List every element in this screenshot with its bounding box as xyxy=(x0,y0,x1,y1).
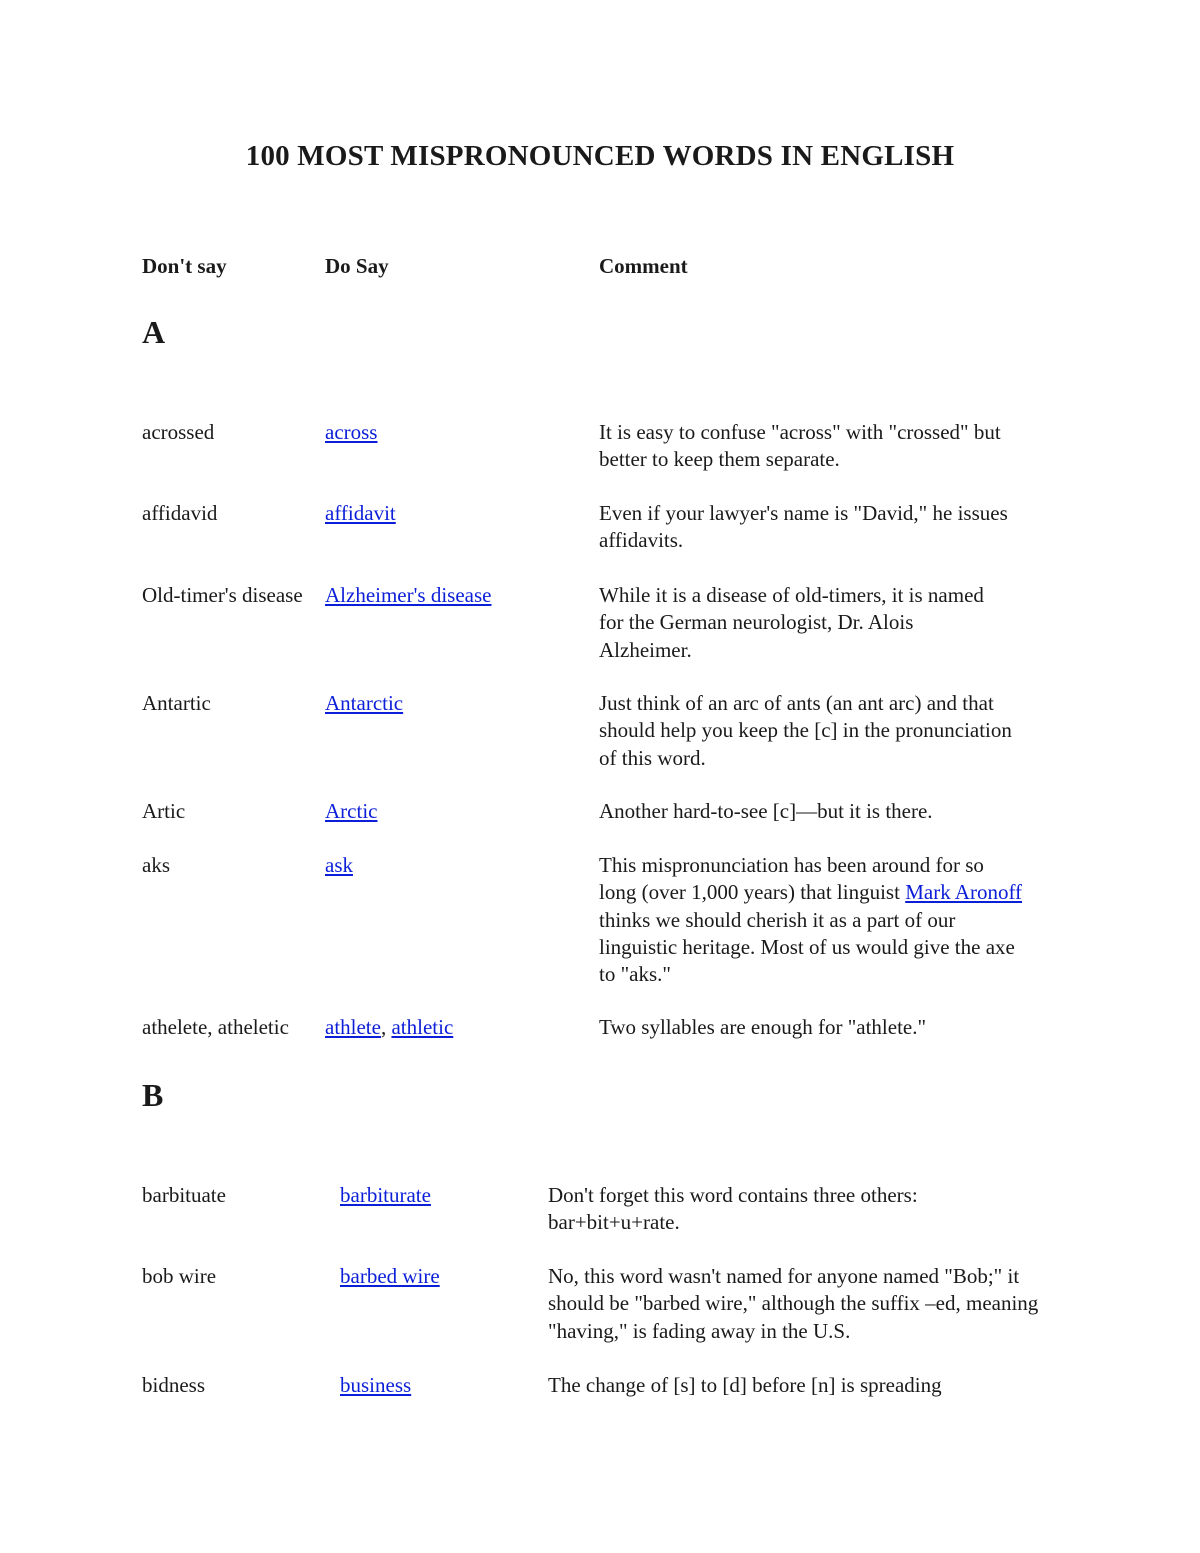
header-dont-say: Don't say xyxy=(142,254,227,278)
dont-say-cell: affidavid xyxy=(142,501,218,525)
section-letter-a: A xyxy=(142,314,166,350)
do-say-cell xyxy=(325,1014,453,1041)
comment-cell: Even if your lawyer's name is "David," he issues affidavits. xyxy=(599,501,1008,553)
dont-say-cell: Antartic xyxy=(142,691,211,715)
dont-say-cell: acrossed xyxy=(142,420,215,444)
dont-say-cell: bidness xyxy=(142,1373,205,1397)
do-say-link-business[interactable]: business xyxy=(340,1373,412,1397)
dont-say-cell: bob wire xyxy=(142,1264,217,1288)
comment-cell: The change of [s] to [d] before [n] is spreading xyxy=(548,1373,942,1397)
comment-cell: Two syllables are enough for "athlete." xyxy=(599,1015,927,1039)
comment-text: This mispronunciation has been around for so long (over 1,000 years) that linguist xyxy=(599,853,984,905)
dont-say-cell: Old-timer's disease xyxy=(142,583,303,607)
dont-say-cell: barbituate xyxy=(142,1183,226,1207)
do-say-link-barbed-wire[interactable]: barbed wire xyxy=(340,1264,440,1288)
do-say-link-alzheimers-disease[interactable]: Alzheimer's disease xyxy=(325,583,492,607)
dont-say-cell: Artic xyxy=(142,799,186,823)
comment-cell: While it is a disease of old-timers, it is named for the German neurologist, Dr. Alois Alzheimer. xyxy=(599,583,984,662)
comment-cell: Another hard-to-see [c]—but it is there. xyxy=(599,799,933,823)
mark-aronoff-link[interactable]: Mark Aronoff xyxy=(905,880,1023,905)
comment-cell: No, this word wasn't named for anyone named "Bob;" it should be "barbed wire," although the suffix –ed, meaning "having," is fading away in the U.S. xyxy=(548,1264,1039,1343)
comment-cell: It is easy to confuse "across" with "crossed" but better to keep them separate. xyxy=(599,420,1001,472)
page-title: 100 MOST MISPRONOUNCED WORDS IN ENGLISH xyxy=(245,140,955,172)
do-say-link-across[interactable]: across xyxy=(325,420,378,444)
link-separator: , xyxy=(380,1015,392,1039)
do-say-link-athlete[interactable]: athlete xyxy=(325,1015,381,1039)
do-say-link-affidavit[interactable]: affidavit xyxy=(325,501,396,525)
do-say-link-athletic[interactable]: athletic xyxy=(391,1015,454,1039)
comment-text: thinks we should cherish it as a part of our linguistic heritage. Most of us would give the axe to "aks." xyxy=(599,907,1015,987)
header-comment: Comment xyxy=(599,254,688,278)
header-do-say: Do Say xyxy=(325,254,389,278)
do-say-link-arctic[interactable]: Arctic xyxy=(325,799,378,823)
section-letter-b: B xyxy=(142,1077,164,1113)
comment-cell xyxy=(599,852,1024,988)
do-say-link-antarctic[interactable]: Antarctic xyxy=(325,691,404,715)
do-say-link-ask[interactable]: ask xyxy=(325,853,353,877)
comment-cell: Don't forget this word contains three others: bar+bit+u+rate. xyxy=(548,1183,918,1235)
do-say-link-barbiturate[interactable]: barbiturate xyxy=(340,1183,431,1207)
dont-say-cell: aks xyxy=(142,853,170,877)
dont-say-cell: athelete, atheletic xyxy=(142,1015,289,1039)
comment-cell: Just think of an arc of ants (an ant arc) and that should help you keep the [c] in the pronunciation of this word. xyxy=(599,691,1012,770)
